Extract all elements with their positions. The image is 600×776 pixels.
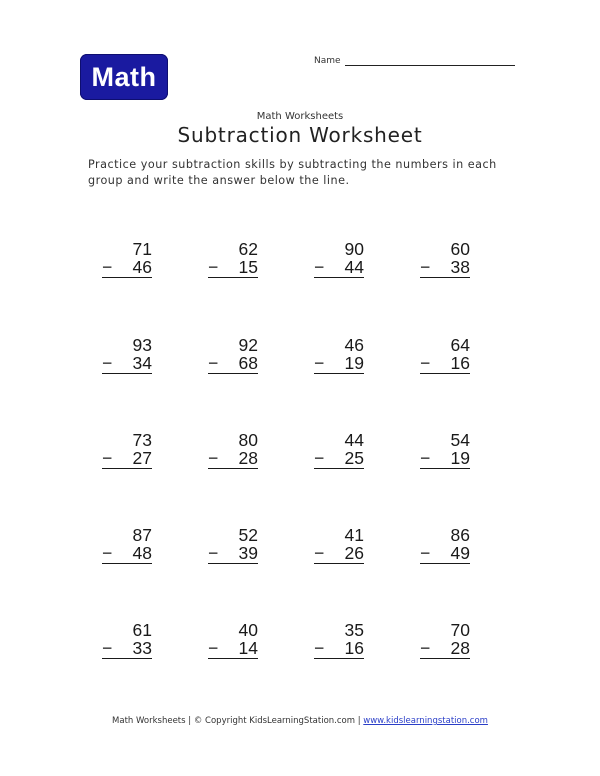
subtrahend-row	[102, 449, 152, 469]
subtraction-problem	[420, 336, 470, 374]
subtraction-problem	[208, 336, 258, 374]
minus-sign: −	[314, 353, 325, 373]
minus-sign: −	[314, 448, 325, 468]
subtrahend: 38	[450, 257, 470, 277]
subtrahend-row	[208, 258, 258, 278]
subtrahend: 28	[238, 448, 258, 468]
subtrahend: 15	[238, 257, 258, 277]
subtrahend-row	[420, 354, 470, 374]
minuend: 64	[450, 335, 470, 355]
subtrahend-row	[208, 354, 258, 374]
minuend: 62	[238, 239, 258, 259]
minus-sign: −	[208, 448, 219, 468]
subtraction-problem	[314, 526, 364, 564]
worksheet-title: Subtraction Worksheet	[177, 123, 423, 147]
subtrahend: 34	[132, 353, 152, 373]
name-line	[345, 56, 515, 66]
subtrahend: 39	[238, 543, 258, 563]
minuend: 46	[344, 335, 364, 355]
subtraction-problem	[420, 431, 470, 469]
subtrahend: 16	[344, 638, 364, 658]
subtrahend: 44	[344, 257, 364, 277]
footer-link[interactable]: www.kidslearningstation.com	[363, 716, 488, 726]
subtrahend: 14	[238, 638, 258, 658]
subtraction-problem	[102, 431, 152, 469]
subtraction-problem	[102, 526, 152, 564]
minus-sign: −	[420, 543, 431, 563]
subtrahend: 48	[132, 543, 152, 563]
subtrahend-row	[314, 639, 364, 659]
minuend: 41	[344, 525, 364, 545]
subtraction-problem	[102, 621, 152, 659]
subtraction-problem	[314, 431, 364, 469]
subtrahend-row	[102, 354, 152, 374]
minuend: 92	[238, 335, 258, 355]
subtrahend-row	[102, 544, 152, 564]
subtrahend: 33	[132, 638, 152, 658]
subtrahend: 49	[450, 543, 470, 563]
minus-sign: −	[420, 448, 431, 468]
worksheet-subtitle: Math Worksheets	[256, 111, 344, 122]
minus-sign: −	[102, 638, 113, 658]
minus-sign: −	[314, 257, 325, 277]
minuend: 60	[450, 239, 470, 259]
minuend: 87	[132, 525, 152, 545]
name-field	[314, 56, 515, 66]
minuend: 40	[238, 620, 258, 640]
minuend: 44	[344, 430, 364, 450]
subtrahend-row	[208, 544, 258, 564]
subtraction-problem	[102, 240, 152, 278]
minuend: 61	[132, 620, 152, 640]
subtrahend-row	[102, 258, 152, 278]
minuend: 52	[238, 525, 258, 545]
minus-sign: −	[102, 257, 113, 277]
minuend: 93	[132, 335, 152, 355]
minus-sign: −	[208, 353, 219, 373]
minus-sign: −	[420, 257, 431, 277]
subtrahend-row	[314, 354, 364, 374]
math-badge-label: Math	[91, 61, 157, 92]
subtraction-problem	[208, 240, 258, 278]
minuend: 90	[344, 239, 364, 259]
subtraction-problem	[420, 526, 470, 564]
name-label: Name	[314, 56, 341, 66]
subtrahend-row	[314, 258, 364, 278]
subtrahend-row	[420, 639, 470, 659]
subtrahend: 46	[132, 257, 152, 277]
subtrahend: 19	[344, 353, 364, 373]
math-badge	[80, 54, 168, 100]
subtrahend-row	[314, 544, 364, 564]
subtrahend: 26	[344, 543, 364, 563]
subtrahend: 25	[344, 448, 364, 468]
subtrahend: 19	[450, 448, 470, 468]
subtraction-problem	[102, 336, 152, 374]
footer	[0, 716, 600, 726]
minus-sign: −	[314, 638, 325, 658]
minus-sign: −	[314, 543, 325, 563]
minuend: 71	[132, 239, 152, 259]
subtraction-problem	[208, 526, 258, 564]
minuend: 73	[132, 430, 152, 450]
subtrahend-row	[420, 258, 470, 278]
minus-sign: −	[420, 638, 431, 658]
subtrahend-row	[102, 639, 152, 659]
minus-sign: −	[208, 638, 219, 658]
subtraction-problem	[314, 621, 364, 659]
subtraction-problem	[314, 240, 364, 278]
subtrahend-row	[208, 449, 258, 469]
minuend: 35	[344, 620, 364, 640]
subtraction-problem	[314, 336, 364, 374]
footer-text: Math Worksheets | © Copyright KidsLearningStation.com |	[112, 716, 364, 726]
subtraction-problem	[420, 240, 470, 278]
minus-sign: −	[420, 353, 431, 373]
subtrahend: 28	[450, 638, 470, 658]
subtraction-problem	[208, 431, 258, 469]
minus-sign: −	[102, 353, 113, 373]
subtrahend-row	[208, 639, 258, 659]
minuend: 70	[450, 620, 470, 640]
subtrahend: 68	[238, 353, 258, 373]
subtrahend-row	[420, 449, 470, 469]
subtrahend-row	[420, 544, 470, 564]
subtrahend-row	[314, 449, 364, 469]
subtraction-problem	[208, 621, 258, 659]
worksheet-instructions: Practice your subtraction skills by subtracting the numbers in each group and write the answer below the line.	[88, 158, 497, 187]
subtraction-problem	[420, 621, 470, 659]
minuend: 54	[450, 430, 470, 450]
minuend: 86	[450, 525, 470, 545]
minus-sign: −	[102, 448, 113, 468]
minus-sign: −	[208, 257, 219, 277]
minuend: 80	[238, 430, 258, 450]
subtrahend: 16	[450, 353, 470, 373]
minus-sign: −	[102, 543, 113, 563]
minus-sign: −	[208, 543, 219, 563]
subtrahend: 27	[132, 448, 152, 468]
